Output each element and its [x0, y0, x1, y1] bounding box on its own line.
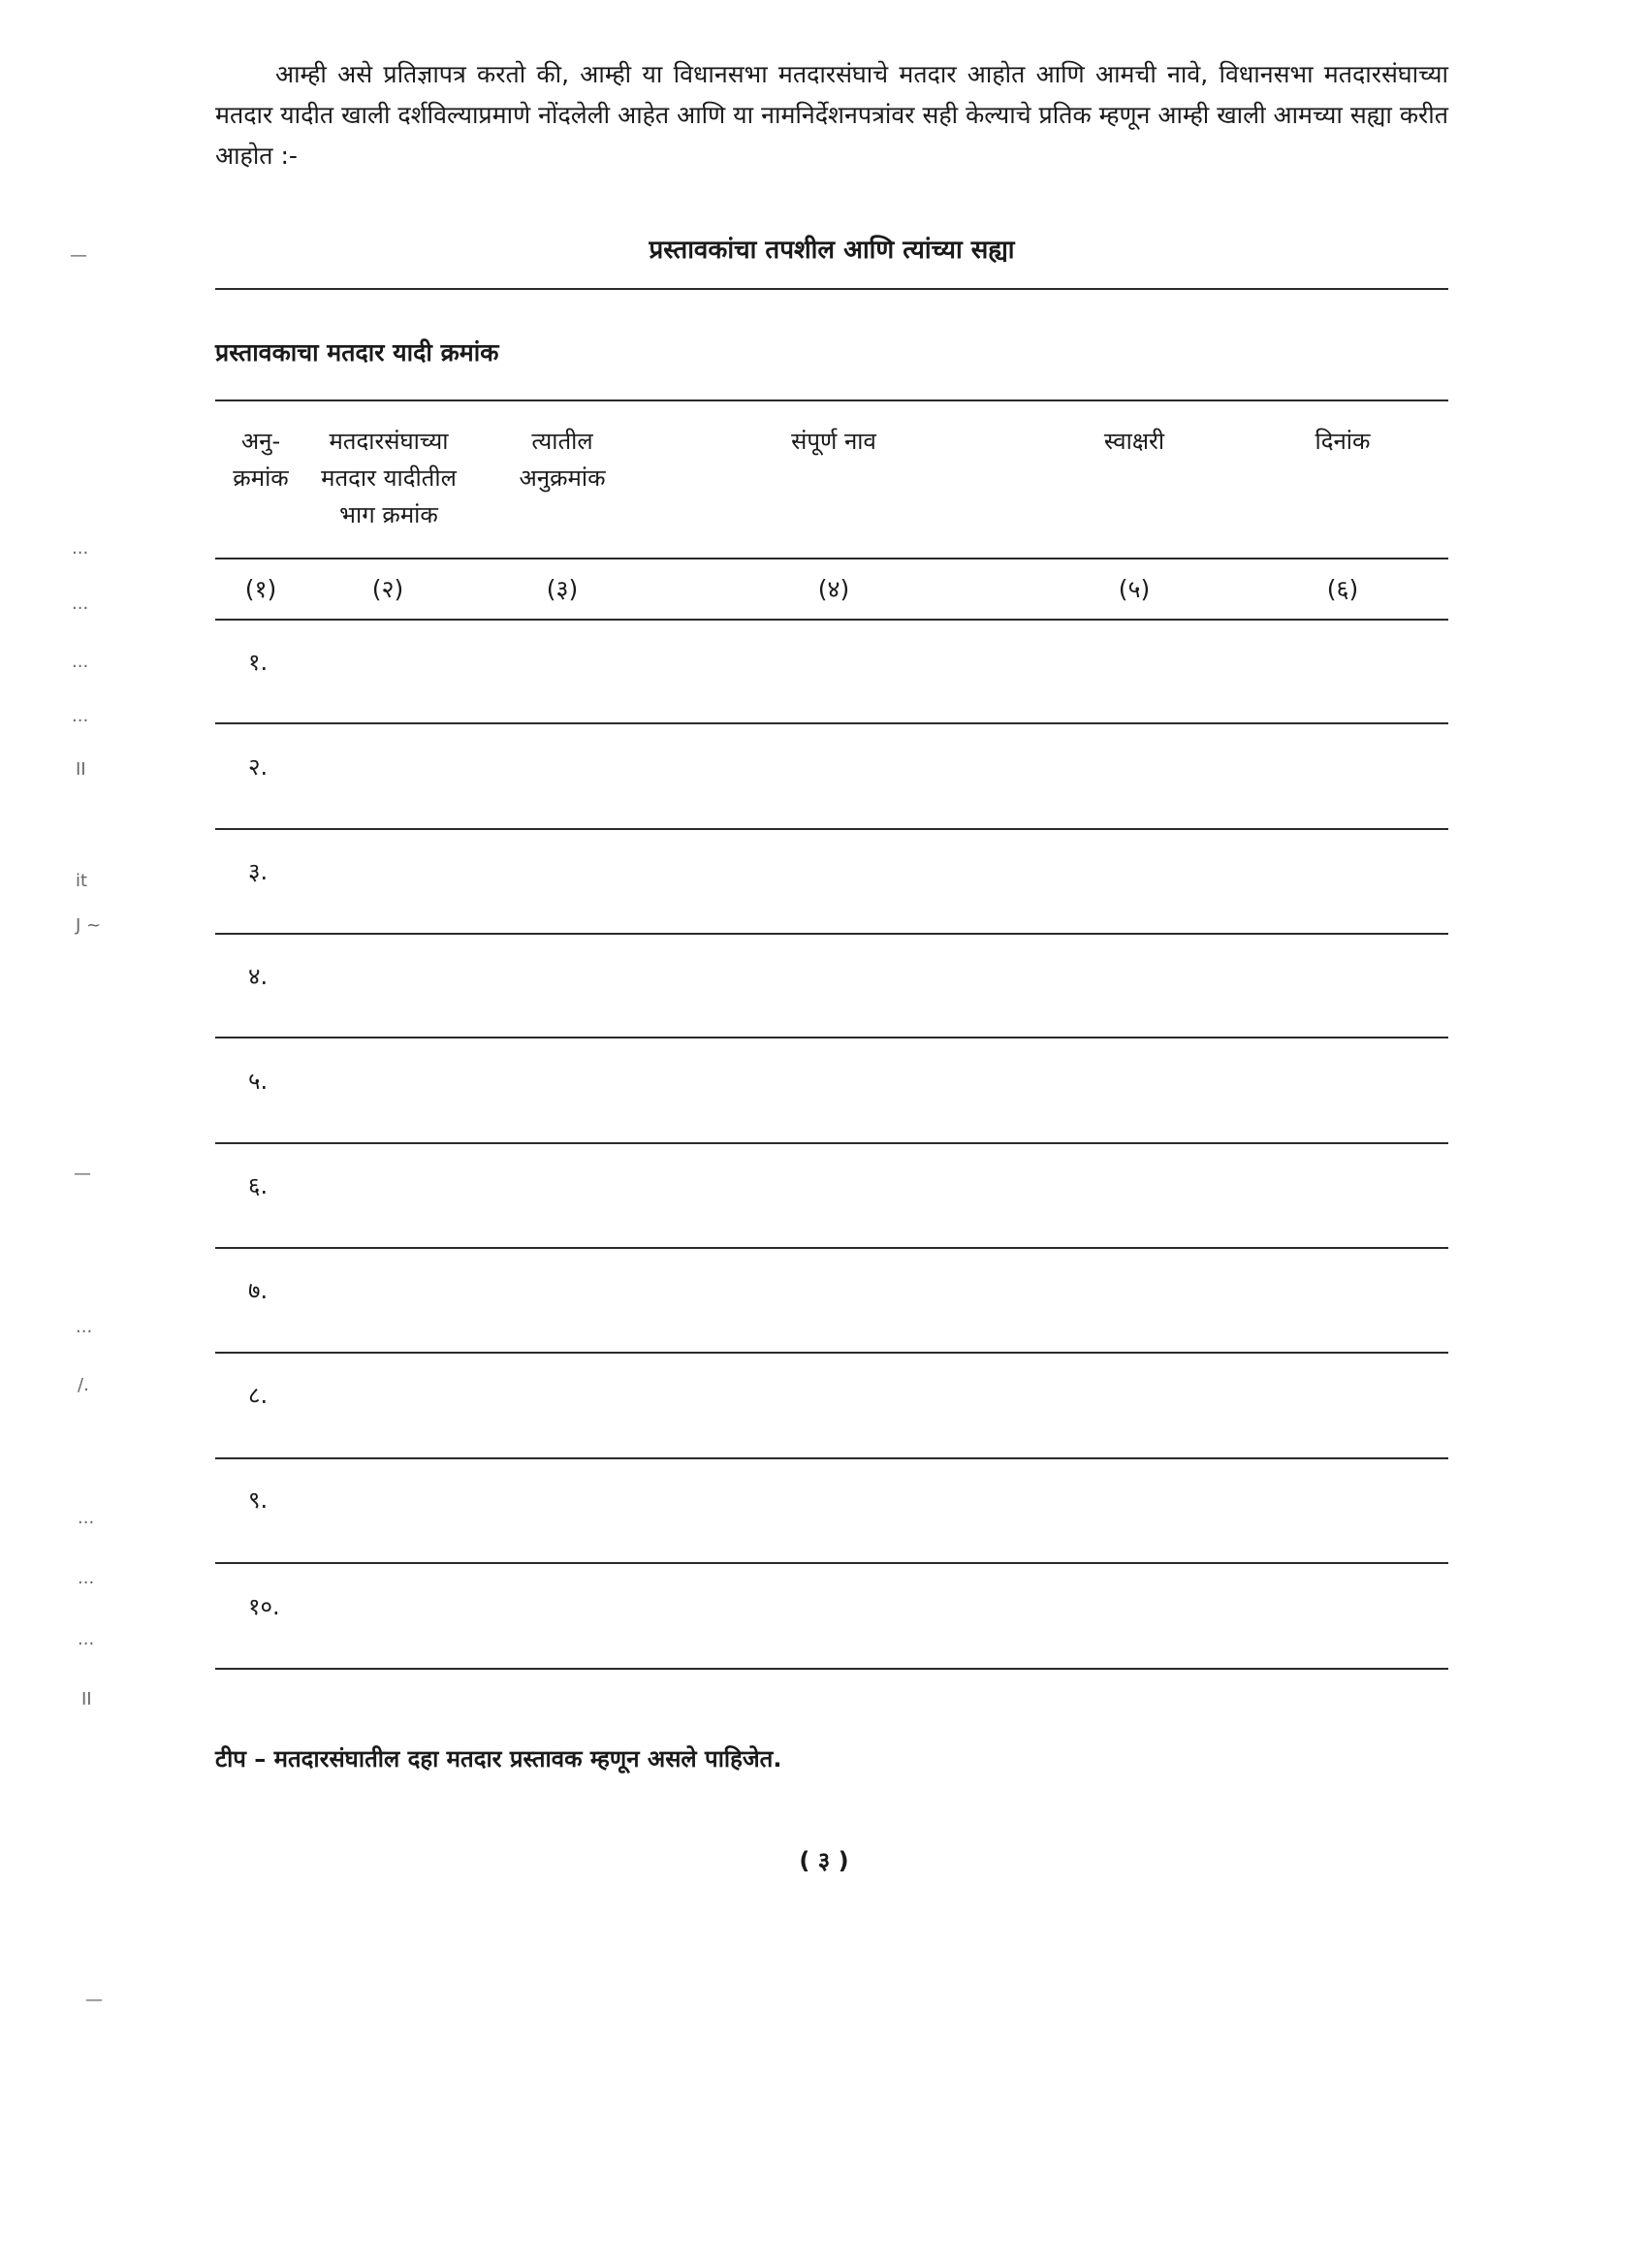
margin-mark: it	[76, 871, 88, 891]
margin-mark: /.	[78, 1375, 89, 1395]
margin-mark: ...	[78, 1508, 95, 1528]
margin-mark: ...	[76, 1317, 93, 1337]
column-number-2: (२)	[371, 575, 404, 603]
table-row-number: १.	[248, 649, 269, 676]
header-date: दिनांक	[1315, 428, 1371, 455]
table-top-rule	[215, 399, 1448, 401]
margin-mark: ...	[78, 1629, 95, 1649]
margin-mark: —	[74, 1164, 91, 1184]
page-number: ( ३ )	[799, 1847, 849, 1874]
column-number-1: (१)	[244, 575, 277, 603]
table-row-number: ३.	[248, 858, 269, 885]
margin-mark: J ~	[76, 915, 102, 936]
table-row-rule	[215, 1562, 1448, 1564]
column-number-3: (३)	[546, 575, 579, 603]
margin-mark: ...	[72, 593, 89, 614]
header-signature: स्वाक्षरी	[1103, 428, 1165, 455]
column-number-4: (४)	[817, 575, 850, 603]
margin-mark: II	[81, 1689, 92, 1709]
table-row-rule	[215, 722, 1448, 724]
margin-mark: ...	[72, 538, 89, 559]
intro-paragraph: आम्ही असे प्रतिज्ञापत्र करतो की, आम्ही या विधानसभा मतदारसंघाचे मतदार आहोत आणि आमची नावे, विधानसभा मतदारसंघाच्या मतदार यादीत खाली दर्शविल्याप्रमाणे नोंदलेली आहेत आणि या नामनिर्देशनपत्रांवर सही केल्याचे प्रतिक म्हणून आम्ही खाली आमच्या सह्या करीत आहोत :-	[215, 60, 1448, 170]
header-part-number: मतदारसंघाच्या मतदार यादीतील भाग क्रमांक	[321, 428, 457, 528]
header-full-name: संपूर्ण नाव	[791, 428, 876, 455]
margin-mark: —	[70, 245, 87, 266]
table-row-rule	[215, 1142, 1448, 1144]
header-serial-in-part: त्यातील अनुक्रमांक	[519, 428, 606, 492]
title-rule	[215, 288, 1448, 290]
header-serial-number: अनु- क्रमांक	[233, 428, 289, 492]
column-number-6: (६)	[1326, 575, 1359, 603]
table-row-number: ९.	[248, 1486, 269, 1514]
table-row-rule	[215, 828, 1448, 830]
margin-mark: ...	[78, 1568, 95, 1588]
table-row-number: ५.	[248, 1068, 269, 1095]
table-row-rule	[215, 1247, 1448, 1249]
table-row-number: ६.	[248, 1172, 269, 1199]
table-row-number: १०.	[248, 1593, 280, 1620]
margin-mark: ...	[72, 706, 89, 726]
column-number-rule	[215, 619, 1448, 621]
table-row-rule	[215, 1037, 1448, 1038]
table-row-rule	[215, 1457, 1448, 1459]
table-row-number: २.	[248, 753, 269, 781]
table-row-rule	[215, 1668, 1448, 1670]
margin-mark: ...	[72, 652, 89, 672]
table-row-rule	[215, 1352, 1448, 1354]
voter-list-number-label: प्रस्तावकाचा मतदार यादी क्रमांक	[215, 338, 499, 367]
table-row-number: ४.	[248, 963, 269, 990]
margin-mark: II	[76, 759, 86, 780]
table-row-number: ८.	[248, 1382, 269, 1409]
table-row-number: ७.	[248, 1277, 269, 1304]
section-title: प्रस्तावकांचा तपशील आणि त्यांच्या सह्या	[649, 236, 1015, 265]
header-bottom-rule	[215, 558, 1448, 559]
column-number-5: (५)	[1118, 575, 1151, 603]
table-row-rule	[215, 933, 1448, 935]
footnote: टीप – मतदारसंघातील दहा मतदार प्रस्तावक म्हणून असले पाहिजेत.	[215, 1745, 782, 1773]
margin-mark: —	[85, 1990, 103, 2010]
